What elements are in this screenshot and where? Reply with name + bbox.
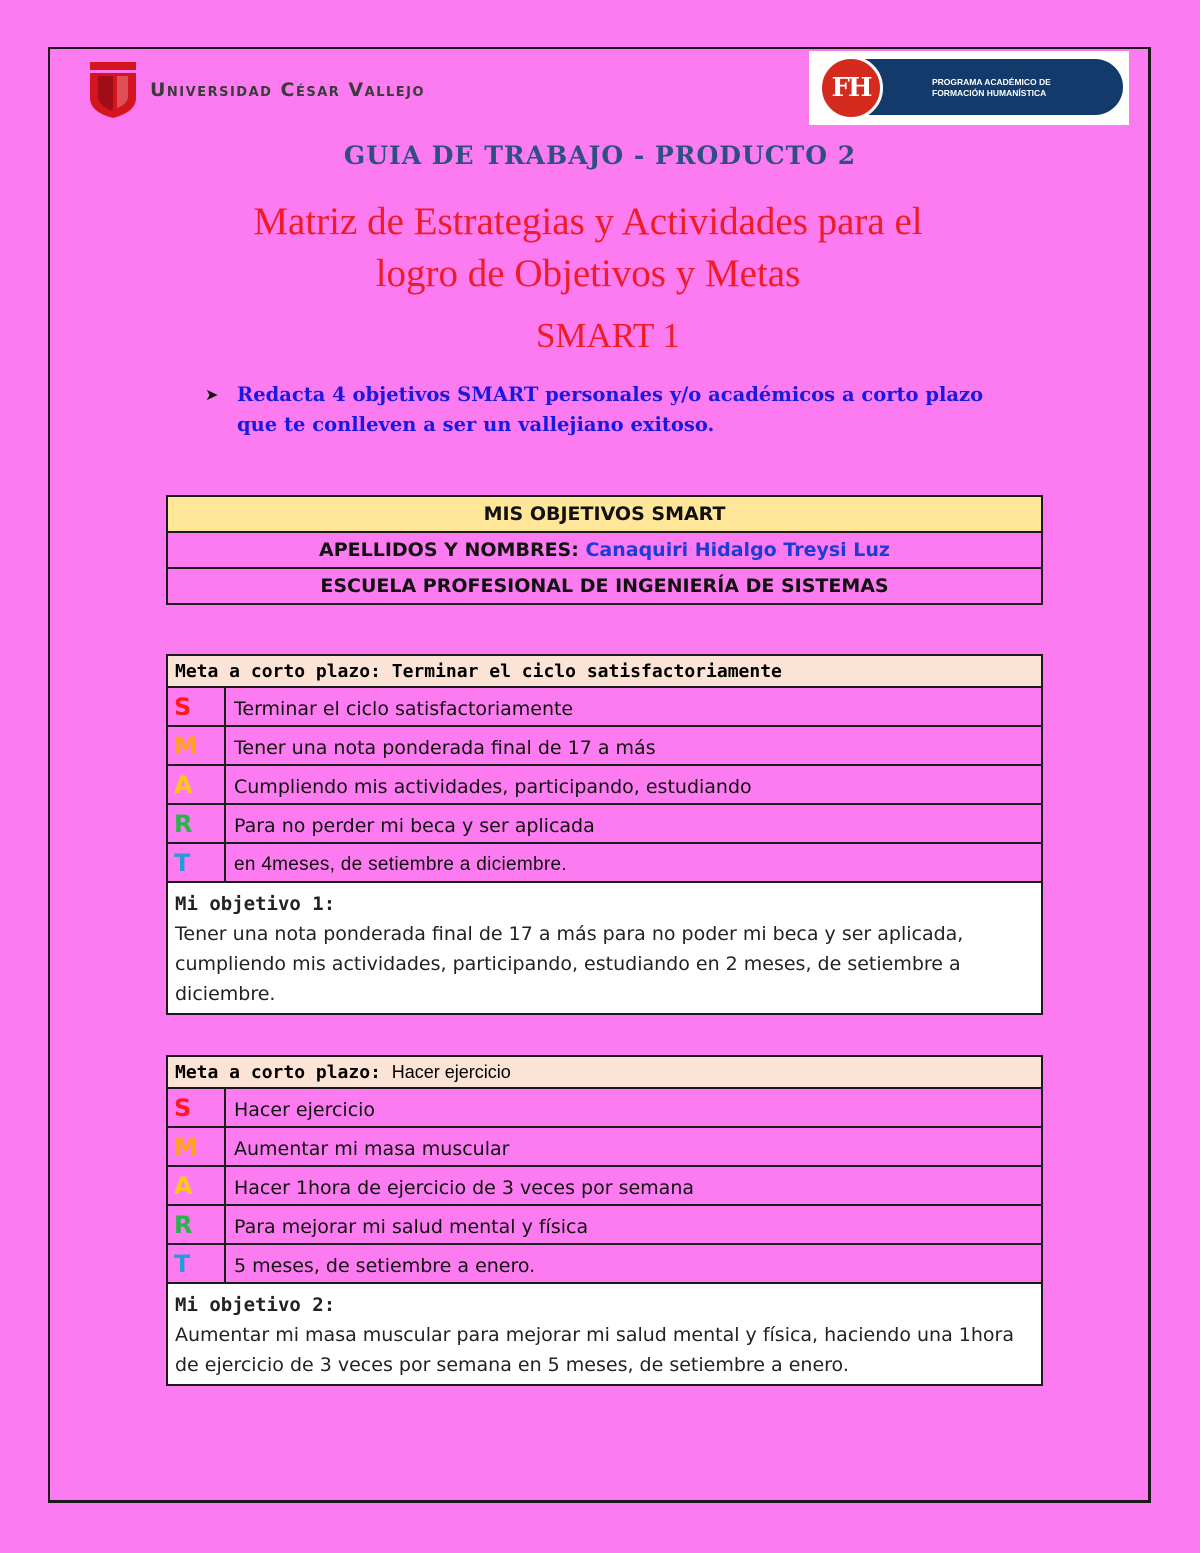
meta-value: Terminar el ciclo satisfactoriamente xyxy=(391,660,782,682)
instruction xyxy=(205,380,1025,440)
fh-emblem: FH xyxy=(819,56,883,120)
instruction-text: Redacta 4 objetivos SMART personales y/o académicos a corto plazo que te conlleven a ser un vallejiano exitoso. xyxy=(237,383,984,436)
ucv-logo xyxy=(90,62,425,118)
smart-value-t: 5 meses, de setiembre a enero. xyxy=(225,1244,1042,1283)
info-table xyxy=(166,495,1043,605)
matrix-title-line2: logro de Objetivos y Metas xyxy=(375,252,801,295)
objective-text: Tener una nota ponderada final de 17 a más para no poder mi beca y ser aplicada, cumpliendo mis actividades, participando, estudiando en 2 meses, de setiembre a diciembre. xyxy=(175,923,964,1005)
letter-r: R xyxy=(167,1205,225,1244)
meta-value: Hacer ejercicio xyxy=(391,1061,511,1082)
arrow-bullet-icon: ➤ xyxy=(205,385,219,404)
smart-value-r: Para no perder mi beca y ser aplicada xyxy=(225,804,1042,843)
fh-logo xyxy=(809,51,1129,125)
smart-title: SMART 1 xyxy=(535,316,681,355)
fh-program-text xyxy=(932,77,1051,99)
smart-value-t: en 4meses, de setiembre a diciembre. xyxy=(225,843,1042,882)
ucv-shield-icon xyxy=(90,62,136,118)
info-heading: MIS OBJETIVOS SMART xyxy=(167,496,1042,532)
meta-label: Meta a corto plazo: xyxy=(175,660,381,682)
smart-table-1 xyxy=(166,654,1043,1015)
smart-table-2 xyxy=(166,1055,1043,1386)
letter-t: T xyxy=(167,1244,225,1283)
letter-t: T xyxy=(167,843,225,882)
objective-label: Mi objetivo 1: xyxy=(175,893,336,915)
meta-label: Meta a corto plazo: xyxy=(175,1061,381,1083)
letter-s: S xyxy=(167,1088,225,1127)
smart-value-s: Hacer ejercicio xyxy=(225,1088,1042,1127)
letter-a: A xyxy=(167,765,225,804)
matrix-title xyxy=(0,196,1188,300)
objective-cell xyxy=(167,1283,1042,1385)
matrix-title-line1: Matriz de Estrategias y Actividades para el xyxy=(253,200,923,243)
letter-s: S xyxy=(167,687,225,726)
smart-value-m: Tener una nota ponderada final de 17 a más xyxy=(225,726,1042,765)
info-school: ESCUELA PROFESIONAL DE INGENIERÍA DE SISTEMAS xyxy=(167,568,1042,604)
university-name: Universidad César Vallejo xyxy=(150,79,426,101)
name-value: Canaquiri Hidalgo Treysi Luz xyxy=(585,539,890,561)
smart-value-a: Hacer 1hora de ejercicio de 3 veces por semana xyxy=(225,1166,1042,1205)
objective-text: Aumentar mi masa muscular para mejorar mi salud mental y física, haciendo una 1hora de ejercicio de 3 veces por semana en 5 meses, de setiembre a enero. xyxy=(175,1324,1014,1376)
objective-cell xyxy=(167,882,1042,1014)
objective-label: Mi objetivo 2: xyxy=(175,1294,336,1316)
meta-row xyxy=(167,655,1042,687)
letter-m: M xyxy=(167,1127,225,1166)
smart-value-m: Aumentar mi masa muscular xyxy=(225,1127,1042,1166)
fh-program-line2: FORMACIÓN HUMANÍSTICA xyxy=(932,88,1047,98)
smart-value-r: Para mejorar mi salud mental y física xyxy=(225,1205,1042,1244)
info-name-row xyxy=(167,532,1042,568)
name-label: APELLIDOS Y NOMBRES: xyxy=(319,539,579,561)
meta-row xyxy=(167,1056,1042,1088)
letter-m: M xyxy=(167,726,225,765)
letter-r: R xyxy=(167,804,225,843)
fh-program-line1: PROGRAMA ACADÉMICO DE xyxy=(932,77,1051,87)
letter-a: A xyxy=(167,1166,225,1205)
smart-value-s: Terminar el ciclo satisfactoriamente xyxy=(225,687,1042,726)
smart-value-a: Cumpliendo mis actividades, participando, estudiando xyxy=(225,765,1042,804)
guide-title: GUIA DE TRABAJO - PRODUCTO 2 xyxy=(343,141,857,170)
